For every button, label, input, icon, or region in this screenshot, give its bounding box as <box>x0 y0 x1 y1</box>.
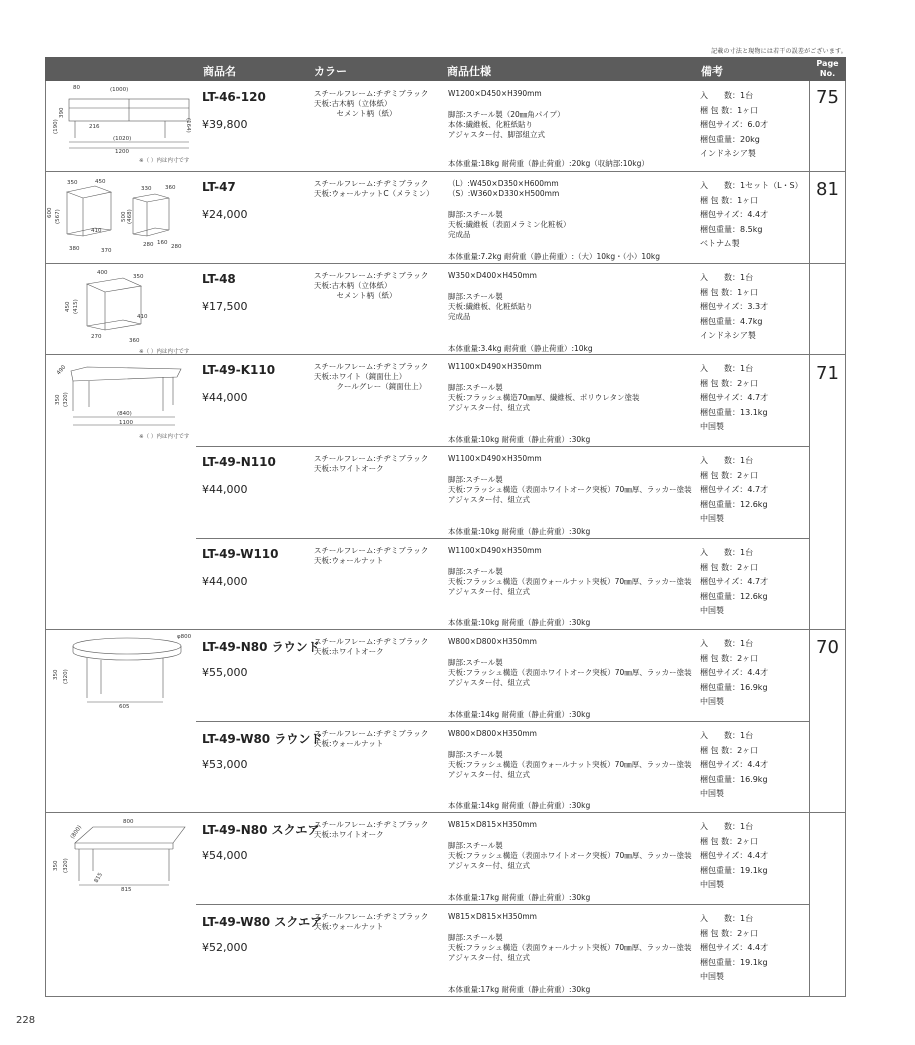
page-number: 228 <box>16 1015 36 1026</box>
product-packing: 入 数：1台 梱 包 数：2ヶ口 梱包サイズ：4.4才 梱包重量：16.9kg 中国製 <box>700 639 769 706</box>
product-spec: W1100×D490×H350mm 脚部:スチール製 天板:フラッシュ構造（表面ホワイトオーク突板）70㎜厚、ラッカー塗装 アジャスター付、組立式 <box>448 454 718 505</box>
table-row <box>196 264 809 354</box>
dimension-label: 400 <box>97 270 108 276</box>
dimension-label: (1000) <box>110 87 129 93</box>
product-packing: 入 数：1台 梱 包 数：2ヶ口 梱包サイズ：4.7才 梱包重量：12.6kg 中国製 <box>700 456 769 523</box>
product-weight: 本体重量:17kg 耐荷重（静止荷重）:30kg <box>448 985 591 994</box>
product-code: LT-47 <box>202 180 236 194</box>
product-drawing-lt48 <box>45 264 195 354</box>
product-dimensions: （L）:W450×D350×H600mm （S）:W360×D330×H500mm <box>448 179 560 198</box>
header-page-no: Page No. <box>809 57 846 81</box>
product-dimensions: W1100×D490×H350mm <box>448 454 542 463</box>
product-color: スチールフレーム:チヂミブラック 天板:ホワイト（鏡面仕上） クールグレー（鏡面仕上） <box>314 362 429 391</box>
table-row <box>196 355 809 446</box>
product-drawing-lt49-80-round <box>45 630 195 721</box>
dimension-label: 360 <box>129 338 140 344</box>
product-drawing-lt49-110 <box>45 355 195 446</box>
dimension-label: 410 <box>137 314 148 320</box>
table-row <box>196 539 809 629</box>
dimension-label: 280 <box>143 242 154 248</box>
product-weight: 本体重量:7.2kg 耐荷重（静止荷重）:（大）10kg・（小）10kg <box>448 252 661 261</box>
product-code: LT-49-N80 スクエア <box>202 823 320 837</box>
product-drawing-lt49-80-square <box>45 813 195 904</box>
product-price: ¥55,000 <box>202 666 248 679</box>
dimension-label: 380 <box>69 246 80 252</box>
dimension-label: (320) <box>63 858 69 873</box>
product-spec: W815×D815×H350mm 脚部:スチール製 天板:フラッシュ構造（表面ホワイトオーク突板）70㎜厚、ラッカー塗装 アジャスター付、組立式 <box>448 820 718 871</box>
product-color: スチールフレーム:チヂミブラック 天板:古木柄（立体紙） セメント柄（紙） <box>314 89 429 118</box>
dimension-label: (415) <box>73 299 79 314</box>
dimension-label: 410 <box>91 228 102 234</box>
product-price: ¥54,000 <box>202 849 248 862</box>
product-color: スチールフレーム:チヂミブラック 天板:古木柄（立体紙） セメント柄（紙） <box>314 271 429 300</box>
product-packing: 入 数：1台 梱 包 数：1ヶ口 梱包サイズ：6.0才 梱包重量：20kg インドネシア製 <box>700 91 769 158</box>
product-dimensions: W1100×D490×H350mm <box>448 546 542 555</box>
product-packing: 入 数：1台 梱 包 数：2ヶ口 梱包サイズ：4.4才 梱包重量：19.1kg 中国製 <box>700 914 769 981</box>
dimension-label: 80 <box>73 85 80 91</box>
product-color: スチールフレーム:チヂミブラック 天板:ウォールナット <box>314 729 429 748</box>
product-spec: W815×D815×H350mm 脚部:スチール製 天板:フラッシュ構造（表面ウォールナット突板）70㎜厚、ラッカー塗装 アジャスター付、組立式 <box>448 912 718 963</box>
dimension-label: 390 <box>59 107 65 118</box>
product-weight: 本体重量:3.4kg 耐荷重（静止荷重）:10kg <box>448 344 593 353</box>
product-packing: 入 数：1台 梱 包 数：2ヶ口 梱包サイズ：4.7才 梱包重量：13.1kg 中国製 <box>700 364 769 431</box>
dimension-label: φ800 <box>177 634 192 640</box>
product-weight: 本体重量:10kg 耐荷重（静止荷重）:30kg <box>448 435 591 444</box>
dimension-label: (320) <box>63 392 69 407</box>
dimension-label: (567) <box>55 209 61 224</box>
table-row <box>196 172 809 263</box>
dimension-label: 815 <box>121 887 132 893</box>
product-weight: 本体重量:14kg 耐荷重（静止荷重）:30kg <box>448 710 591 719</box>
product-spec: W800×D800×H350mm 脚部:スチール製 天板:フラッシュ構造（表面ホワイトオーク突板）70㎜厚、ラッカー塗装 アジャスター付、組立式 <box>448 637 718 688</box>
product-price: ¥44,000 <box>202 575 248 588</box>
product-packing: 入 数：1台 梱 包 数：2ヶ口 梱包サイズ：4.4才 梱包重量：19.1kg 中国製 <box>700 822 769 889</box>
header-color: カラー <box>314 65 347 78</box>
dimension-label: 330 <box>141 186 152 192</box>
page-number-column <box>809 81 846 997</box>
product-price: ¥53,000 <box>202 758 248 771</box>
product-color: スチールフレーム:チヂミブラック 天板:ウォールナットC（メラミン） <box>314 179 434 198</box>
dimension-label: 350 <box>67 180 78 186</box>
table-row <box>196 447 809 538</box>
dimension-label: 370 <box>101 248 112 254</box>
product-spec: W800×D800×H350mm 脚部:スチール製 天板:フラッシュ構造（表面ウォールナット突板）70㎜厚、ラッカー塗装 アジャスター付、組立式 <box>448 729 718 780</box>
inner-dimension-note: ※（ ）内は内寸です <box>139 434 190 440</box>
dimension-label: 160 <box>157 240 168 246</box>
header-remarks: 備考 <box>701 65 723 78</box>
header-name: 商品名 <box>203 65 236 78</box>
product-spec: W350×D400×H450mm 脚部:スチール製 天板:繊維板、化粧紙貼り 完成品 <box>448 271 718 322</box>
product-color: スチールフレーム:チヂミブラック 天板:ウォールナット <box>314 912 429 931</box>
dimension-label: 600 <box>47 207 53 218</box>
product-code: LT-48 <box>202 272 236 286</box>
dimension-note: 記載の寸法と現物には若干の誤差がございます。 <box>711 48 847 55</box>
product-packing: 入 数：1台 梱 包 数：1ヶ口 梱包サイズ：3.3才 梱包重量：4.7kg インドネシア製 <box>700 273 769 340</box>
dimension-label: 270 <box>91 334 102 340</box>
dimension-label: 350 <box>53 669 59 680</box>
product-dimensions: W815×D815×H350mm <box>448 820 537 829</box>
product-spec: W1100×D490×H350mm 脚部:スチール製 天板:フラッシュ構造70㎜厚、繊維板、ポリウレタン塗装 アジャスター付、組立式 <box>448 362 718 413</box>
dimension-label: 500 <box>121 211 127 222</box>
product-code: LT-49-W80 ラウンド <box>202 732 323 746</box>
group-page-number: 70 <box>816 637 839 658</box>
product-code: LT-49-N80 ラウンド <box>202 640 320 654</box>
product-weight: 本体重量:10kg 耐荷重（静止荷重）:30kg <box>448 618 591 627</box>
product-color: スチールフレーム:チヂミブラック 天板:ホワイトオーク <box>314 454 429 473</box>
dimension-label: 1200 <box>115 149 129 155</box>
product-dimensions: W1200×D450×H390mm <box>448 89 542 98</box>
product-price: ¥17,500 <box>202 300 248 313</box>
product-weight: 本体重量:18kg 耐荷重（静止荷重）:20kg（収納部:10kg） <box>448 159 649 168</box>
product-weight: 本体重量:14kg 耐荷重（静止荷重）:30kg <box>448 801 591 810</box>
product-price: ¥39,800 <box>202 118 248 131</box>
table-row <box>196 82 809 171</box>
dimension-label: 216 <box>89 124 100 130</box>
table-row <box>196 905 809 996</box>
product-dimensions: W815×D815×H350mm <box>448 912 537 921</box>
product-weight: 本体重量:10kg 耐荷重（静止荷重）:30kg <box>448 527 591 536</box>
product-code: LT-49-N110 <box>202 455 276 469</box>
inner-dimension-note: ※（ ）内は内寸です <box>139 349 190 355</box>
product-drawing-lt47 <box>45 172 195 263</box>
product-price: ¥52,000 <box>202 941 248 954</box>
dimension-label: (800) <box>69 824 84 841</box>
table-row <box>196 813 809 904</box>
inner-dimension-note: ※（ ）内は内寸です <box>139 158 190 164</box>
product-color: スチールフレーム:チヂミブラック 天板:ホワイトオーク <box>314 637 429 656</box>
product-color: スチールフレーム:チヂミブラック 天板:ウォールナット <box>314 546 429 565</box>
group-page-number: 75 <box>816 87 839 108</box>
product-weight: 本体重量:17kg 耐荷重（静止荷重）:30kg <box>448 893 591 902</box>
dimension-label: 350 <box>133 274 144 280</box>
product-color: スチールフレーム:チヂミブラック 天板:ホワイトオーク <box>314 820 429 839</box>
product-packing: 入 数：1台 梱 包 数：2ヶ口 梱包サイズ：4.4才 梱包重量：16.9kg 中国製 <box>700 731 769 798</box>
product-spec: W1200×D450×H390mm 脚部:スチール製（20㎜角パイプ） 本体:繊維板、化粧紙貼り アジャスター付、脚部組立式 <box>448 89 718 140</box>
dimension-label: 605 <box>119 704 130 710</box>
dimension-label: 360 <box>165 185 176 191</box>
dimension-label: (190) <box>53 119 59 134</box>
table-row <box>196 630 809 721</box>
dimension-label: (468) <box>127 209 133 224</box>
dimension-label: 1100 <box>119 420 133 426</box>
product-price: ¥44,000 <box>202 391 248 404</box>
product-dimensions: W1100×D490×H350mm <box>448 362 542 371</box>
product-code: LT-46-120 <box>202 90 266 104</box>
dimension-label: 450 <box>65 301 71 312</box>
dimension-label: 800 <box>123 819 134 825</box>
product-drawing-lt46 <box>45 82 195 171</box>
table-row <box>196 722 809 812</box>
dimension-label: 450 <box>95 179 106 185</box>
product-dimensions: W800×D800×H350mm <box>448 637 537 646</box>
dimension-label: 280 <box>171 244 182 250</box>
dimension-label: 350 <box>55 394 61 405</box>
group-page-number: 71 <box>816 363 839 384</box>
dimension-label: 490 <box>55 364 68 377</box>
product-dimensions: W800×D800×H350mm <box>448 729 537 738</box>
header-spec: 商品仕様 <box>447 65 491 78</box>
table-header <box>45 57 809 81</box>
product-packing: 入 数：1台 梱 包 数：2ヶ口 梱包サイズ：4.7才 梱包重量：12.6kg 中国製 <box>700 548 769 615</box>
dimension-label: (164) <box>185 118 191 133</box>
dimension-label: (840) <box>117 411 132 417</box>
product-spec: （L）:W450×D350×H600mm （S）:W360×D330×H500mm 脚部:スチール製 天板:繊維板（表面メラミン化粧板） 完成品 <box>448 179 718 240</box>
dimension-label: 815 <box>93 871 104 884</box>
group-page-number: 81 <box>816 179 839 200</box>
dimension-label: (320) <box>63 669 69 684</box>
product-code: LT-49-W110 <box>202 547 279 561</box>
product-price: ¥24,000 <box>202 208 248 221</box>
product-code: LT-49-W80 スクエア <box>202 915 323 929</box>
dimension-label: 350 <box>53 860 59 871</box>
product-dimensions: W350×D400×H450mm <box>448 271 537 280</box>
product-code: LT-49-K110 <box>202 363 276 377</box>
product-spec: W1100×D490×H350mm 脚部:スチール製 天板:フラッシュ構造（表面ウォールナット突板）70㎜厚、ラッカー塗装 アジャスター付、組立式 <box>448 546 718 597</box>
product-price: ¥44,000 <box>202 483 248 496</box>
dimension-label: (1020) <box>113 136 132 142</box>
product-packing: 入 数：1セット（L・S） 梱 包 数：1ヶ口 梱包サイズ：4.4才 梱包重量：8.5kg ベトナム製 <box>700 181 803 248</box>
